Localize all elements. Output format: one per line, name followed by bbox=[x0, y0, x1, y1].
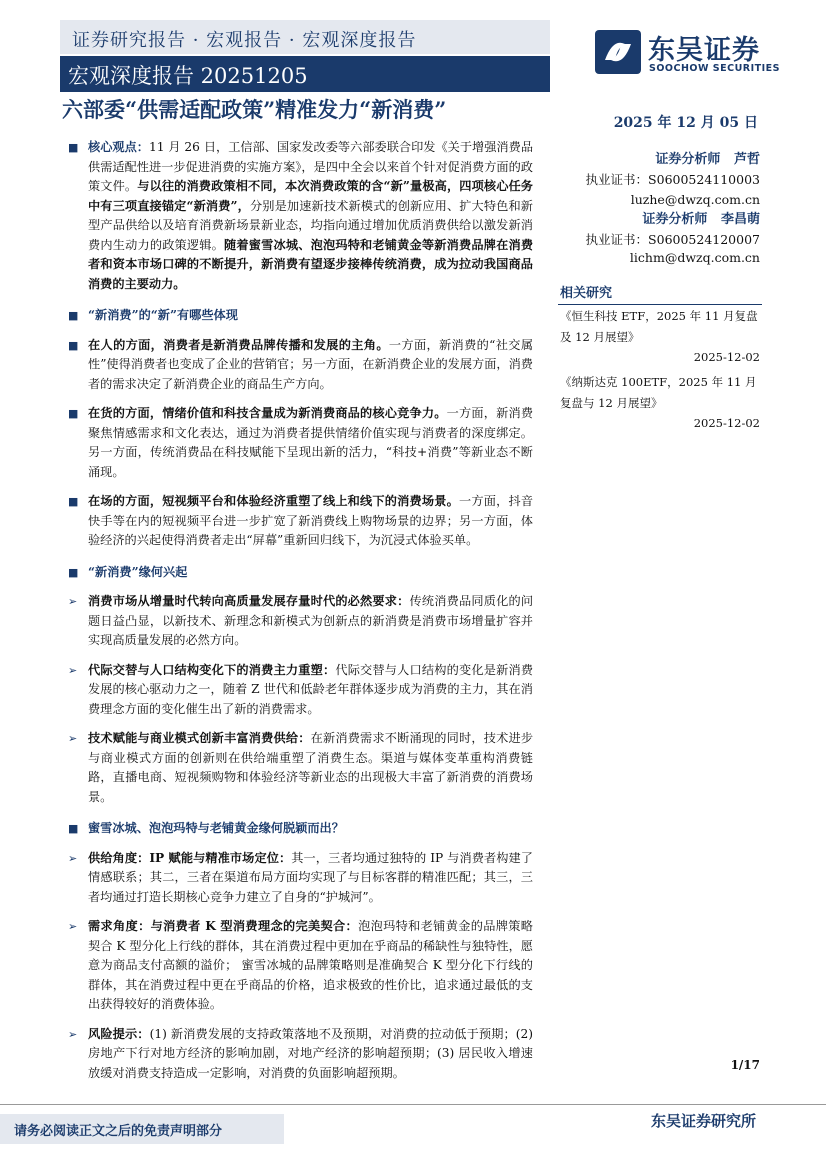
reason-market bbox=[68, 592, 533, 651]
risk-warning-bold: 风险提示： bbox=[88, 1026, 150, 1041]
square-bullet-icon: ■ bbox=[68, 141, 79, 154]
reason-technology-bold: 技术赋能与商业模式创新丰富消费供给： bbox=[88, 731, 311, 745]
point-goods-text: 一方面，新消费聚焦情感需求和文化表达，通过为消费者提供情绪价值实现与消费者的深度绑定。另一方面，传统消费品在科技赋能下呈现出新的活力，“科技+消费”等新业态不断涌现。 bbox=[88, 406, 534, 479]
core-view-bold-2: 与以往的消费政策相不同，本次消费政策的含“新”量极高，四项核心任务中有三项直接锚定“新消费”， bbox=[88, 179, 533, 213]
core-view-label: 核心观点： bbox=[88, 140, 149, 154]
analyst-2-cert bbox=[586, 230, 760, 248]
demand-angle-text: 泡泡玛特和老铺黄金的品牌策略契合 K 型分化上行线的群体，其在消费过程中更加在乎商品的稀缺性与独特性，愿意为商品支付高额的溢价； 蜜雪冰城的品牌策略则是准确契合 K 型分化下行线的群体，其在消费过程中更在乎商品的价格，追求极致的性价比，追求通过最低的支出获得较好的消费体验。 bbox=[88, 919, 533, 1011]
risk-warning-text: (1) 新消费发展的支持政策落地不及预期，对消费的拉动低于预期；(2) 房地产下行对地方经济的影响加剧，对地产经济的影响超预期；(3) 居民收入增速放缓对消费支持造成一定影响，对消费的负面影响超预期。 bbox=[88, 1026, 533, 1080]
point-venue bbox=[68, 492, 533, 551]
reason-market-bold: 消费市场从增量时代转向高质量发展存量时代的必然要求： bbox=[88, 594, 410, 608]
reason-generation bbox=[68, 661, 533, 720]
cert-label: 执业证书： bbox=[585, 232, 649, 247]
analyst-2-role: 证券分析师 bbox=[642, 212, 708, 227]
reason-technology-text: 在新消费需求不断涌现的同时，技术进步与商业模式方面的创新则在供给端重塑了消费生态。渠道与媒体变革重构消费链路，直播电商、短视频购物和体验经济等新业态的出现极大丰富了新消费的消费场景。 bbox=[88, 731, 534, 804]
section-heading-2 bbox=[68, 563, 533, 583]
related-item-2-date: 2025-12-02 bbox=[693, 416, 760, 430]
header-report-type: 宏观深度报告 20251205 bbox=[68, 64, 308, 88]
supply-angle-bold: 供给角度：IP 赋能与精准市场定位： bbox=[88, 850, 292, 865]
header-category-bar bbox=[60, 20, 550, 54]
analyst-1 bbox=[655, 148, 760, 167]
demand-angle-bold: 需求角度：与消费者 K 型消费理念的完美契合： bbox=[88, 919, 359, 933]
square-bullet-icon: ■ bbox=[68, 407, 79, 420]
square-bullet-icon: ■ bbox=[68, 565, 79, 579]
arrow-bullet-icon: ➢ bbox=[68, 1027, 78, 1041]
core-view-text-2: 分别是加速新技术新模式的创新应用、扩大特色和新型产品供给以及培育消费新场景新业态，均指向通过增加优质消费供给以激发新消费内生动力的政策逻辑。 bbox=[88, 198, 533, 252]
logo-text-en: SOOCHOW SECURITIES bbox=[649, 63, 780, 74]
risk-warning bbox=[68, 1025, 533, 1084]
header-report-type-bar bbox=[60, 56, 550, 92]
analyst-1-email[interactable]: luzhe@dwzq.com.cn bbox=[630, 192, 760, 207]
page-number: 1/17 bbox=[730, 1058, 760, 1072]
related-item-2[interactable]: 《纳斯达克 100ETF，2025 年 11 月复盘与 12 月展望》 bbox=[560, 375, 757, 410]
analyst-1-cert bbox=[586, 170, 760, 188]
footer-disclaimer-box bbox=[0, 1114, 284, 1144]
core-view-bold-3: 随着蜜雪冰城、泡泡玛特和老铺黄金等新消费品牌在消费者和资本市场口碑的不断提升，新消费有望逐步接棒传统消费，成为拉动我国商品消费的主要动力。 bbox=[88, 237, 534, 291]
section-heading-3-text: 蜜雪冰城、泡泡玛特与老铺黄金缘何脱颖而出？ bbox=[88, 821, 344, 835]
logo-text-cn: 东吴证券 bbox=[648, 35, 760, 66]
section-heading-2-text: “新消费”缘何兴起 bbox=[88, 564, 188, 579]
demand-angle bbox=[68, 917, 533, 1015]
core-view bbox=[68, 138, 533, 294]
square-bullet-icon: ■ bbox=[68, 495, 79, 508]
point-people bbox=[68, 336, 533, 395]
point-goods-bold: 在货的方面，情绪价值和科技含量成为新消费商品的核心竞争力。 bbox=[88, 406, 447, 420]
reason-technology bbox=[68, 729, 533, 807]
supply-angle bbox=[68, 849, 533, 908]
footer-disclaimer[interactable]: 请务必阅读正文之后的免责声明部分 bbox=[14, 1124, 223, 1139]
analyst-2-email[interactable]: lichm@dwzq.com.cn bbox=[629, 250, 760, 265]
main-content bbox=[68, 138, 533, 1093]
report-date: 2025 年 12 月 05 日 bbox=[613, 115, 758, 131]
section-heading-3 bbox=[68, 819, 533, 839]
square-bullet-icon: ■ bbox=[68, 338, 79, 352]
cert-number: S0600524110003 bbox=[648, 172, 760, 187]
header-category: 证券研究报告 · 宏观报告 · 宏观深度报告 bbox=[72, 30, 417, 51]
reason-generation-text: 代际交替与人口结构的变化是新消费发展的核心驱动力之一，随着 Z 世代和低龄老年群体逐步成为消费的主力，其在消费理念方面的变化催生出了新的消费需求。 bbox=[88, 662, 534, 716]
core-view-text-1: 11 月 26 日，工信部、国家发改委等六部委联合印发《关于增强消费品供需适配性进一步促进消费的实施方案》，是四中全会以来首个针对促消费方面的政策文件。 bbox=[88, 140, 534, 193]
section-heading-1-text: “新消费”的“新”有哪些体现 bbox=[88, 308, 238, 322]
analyst-2 bbox=[642, 208, 760, 227]
analyst-1-name: 芦哲 bbox=[733, 152, 760, 167]
reason-market-text: 传统消费品同质化的问题日益凸显，以新技术、新理念和新模式为创新点的新消费是消费市场增量扩容并实现高质量发展的必然方向。 bbox=[88, 594, 534, 647]
related-research-title: 相关研究 bbox=[560, 286, 613, 301]
cert-label: 执业证书： bbox=[585, 172, 649, 187]
reason-generation-bold: 代际交替与人口结构变化下的消费主力重塑： bbox=[88, 662, 336, 677]
report-title: 六部委“供需适配政策”精准发力“新消费” bbox=[62, 97, 447, 122]
point-goods bbox=[68, 404, 533, 482]
section-heading-1 bbox=[68, 306, 533, 326]
point-people-text: 一方面，新消费的“社交属性”使得消费者也变成了企业的营销官；另一方面，在新消费企业的发展方面，消费者的需求决定了新消费企业的商品生产方向。 bbox=[88, 337, 534, 391]
point-venue-bold: 在场的方面，短视频平台和体验经济重塑了线上和线下的消费场景。 bbox=[88, 494, 459, 508]
point-venue-text: 一方面，抖音快手等在内的短视频平台进一步扩宽了新消费线上购物场景的边界；另一方面，体验经济的兴起使得消费者走出“屏幕”重新回归线下，为沉浸式体验买单。 bbox=[88, 494, 534, 547]
arrow-bullet-icon: ➢ bbox=[68, 732, 78, 745]
arrow-bullet-icon: ➢ bbox=[68, 595, 78, 608]
related-divider bbox=[558, 304, 762, 305]
related-item-1[interactable]: 《恒生科技 ETF，2025 年 11 月复盘及 12 月展望》 bbox=[560, 309, 758, 344]
point-people-bold: 在人的方面，消费者是新消费品牌传播和发展的主角。 bbox=[88, 337, 389, 352]
footer-institute: 东吴证券研究所 bbox=[650, 1112, 756, 1130]
arrow-bullet-icon: ➢ bbox=[68, 920, 78, 933]
related-item-1-date: 2025-12-02 bbox=[693, 350, 760, 364]
square-bullet-icon: ■ bbox=[68, 822, 79, 835]
arrow-bullet-icon: ➢ bbox=[68, 851, 78, 865]
square-bullet-icon: ■ bbox=[68, 309, 79, 322]
arrow-bullet-icon: ➢ bbox=[68, 663, 78, 677]
cert-number: S0600524120007 bbox=[648, 232, 760, 247]
analyst-2-name: 李昌萌 bbox=[720, 212, 760, 227]
soochow-logo-icon bbox=[595, 30, 641, 74]
supply-angle-text: 其一，三者均通过独特的 IP 与消费者构建了情感联系；其二，三者在渠道布局方面均实现了与目标客群的精准匹配；其三，三者均通过打造长期核心竞争力建立了自身的“护城河”。 bbox=[88, 850, 533, 904]
footer-divider bbox=[0, 1104, 826, 1105]
analyst-1-role: 证券分析师 bbox=[655, 152, 721, 167]
